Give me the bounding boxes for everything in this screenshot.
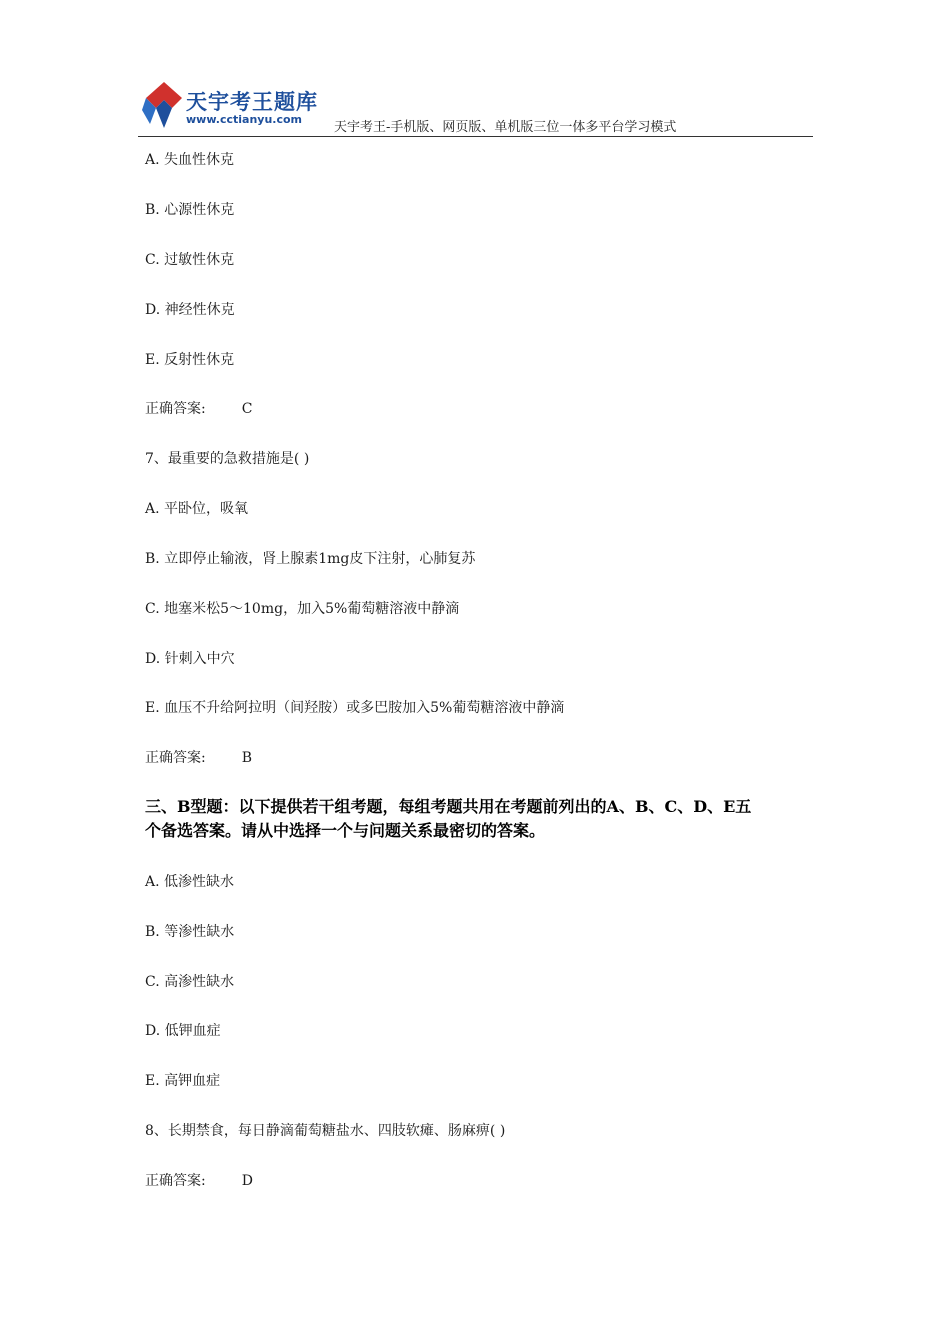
group-option-b: B. 等渗性缺水 xyxy=(145,924,235,940)
section-heading xyxy=(145,795,815,843)
group-option-e: E. 高钾血症 xyxy=(145,1073,221,1089)
q6-answer-row xyxy=(145,400,252,418)
q7-option-a: A. 平卧位，吸氧 xyxy=(145,501,249,517)
logo-title: 天宇考王题库 xyxy=(186,90,318,114)
q7-option-c: C. 地塞米松5～10mg，加入5%葡萄糖溶液中静滴 xyxy=(145,601,460,617)
answer-value: B xyxy=(241,750,253,766)
q7-option-b: B. 立即停止输液，肾上腺素1mg皮下注射，心肺复苏 xyxy=(145,551,476,567)
q6-option-c: C. 过敏性休克 xyxy=(145,252,235,268)
q7-answer-row xyxy=(145,749,252,767)
answer-label: 正确答案: xyxy=(145,401,206,417)
section-heading-line2: 个备选答案。请从中选择一个与问题关系最密切的答案。 xyxy=(145,821,546,840)
page-header xyxy=(138,78,813,137)
q7-question: 7、最重要的急救措施是( ) xyxy=(145,451,310,467)
section-heading-line1: 三、B型题：以下提供若干组考题，每组考题共用在考题前列出的A、B、C、D、E五 xyxy=(145,797,752,816)
answer-label: 正确答案: xyxy=(145,1173,206,1189)
q8-answer-row xyxy=(145,1172,253,1190)
q7-option-d: D. 针刺入中穴 xyxy=(145,651,235,667)
answer-label: 正确答案: xyxy=(145,750,206,766)
q8-question: 8、长期禁食，每日静滴葡萄糖盐水、四肢软瘫、肠麻痹( ) xyxy=(145,1123,506,1139)
header-tagline: 天宇考王-手机版、网页版、单机版三位一体多平台学习模式 xyxy=(334,120,677,135)
q7-option-e: E. 血压不升给阿拉明（间羟胺）或多巴胺加入5%葡萄糖溶液中静滴 xyxy=(145,700,565,716)
logo-url[interactable]: www.cctianyu.com xyxy=(186,113,303,126)
q6-option-e: E. 反射性休克 xyxy=(145,352,235,368)
group-option-c: C. 高渗性缺水 xyxy=(145,974,235,990)
logo-icon xyxy=(142,80,186,130)
answer-value: D xyxy=(241,1173,253,1189)
q6-option-b: B. 心源性休克 xyxy=(145,202,235,218)
group-option-d: D. 低钾血症 xyxy=(145,1023,221,1039)
answer-value: C xyxy=(241,401,253,417)
group-option-a: A. 低渗性缺水 xyxy=(145,874,235,890)
q6-option-a: A. 失血性休克 xyxy=(145,152,235,168)
q6-option-d: D. 神经性休克 xyxy=(145,302,235,318)
